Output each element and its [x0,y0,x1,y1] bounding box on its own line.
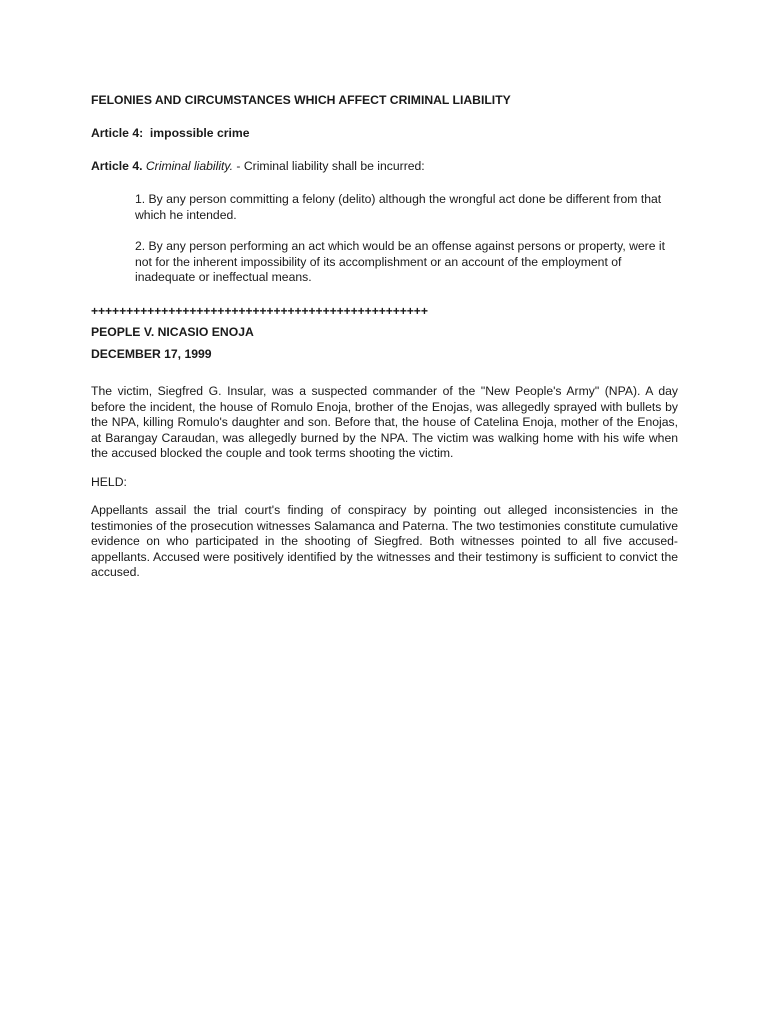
case-facts: The victim, Siegfred G. Insular, was a suspected commander of the "New People's Army" (NPA). A day before the incident, the house of Romulo Enoja, brother of the Enojas, was allegedly sprayed with bullets by the NPA, killing Romulo's daughter and son. Before that, the house of Catelina Enoja, mother of the Enojas, at Barangay Caraudan, was allegedly burned by the NPA. The victim was walking home with his wife when the accused blocked the couple and took terms shooting the victim. [91,384,678,461]
article-intro-text: - Criminal liability shall be incurred: [233,159,425,173]
article-label: Article 4. [91,159,143,173]
case-title: PEOPLE V. NICASIO ENOJA [91,325,254,339]
held-label: HELD: [91,475,127,489]
separator-line: ++++++++++++++++++++++++++++++++++++++++++++++++ [91,304,428,318]
main-heading: FELONIES AND CIRCUMSTANCES WHICH AFFECT CRIMINAL LIABILITY [91,93,511,107]
article-title: Article 4: impossible crime [91,126,250,140]
article-subtitle: Criminal liability. [145,159,234,173]
article-item-2: 2. By any person performing an act which would be an offense against persons or property, were it not for the inherent impossibility of its accomplishment or an account of the employment of inadequate or ineffectual means. [135,239,666,285]
article-intro [91,159,678,175]
held-text: Appellants assail the trial court's finding of conspiracy by pointing out alleged inconsistencies in the testimonies of the prosecution witnesses Salamanca and Paterna. The two testimonies constitute cumulative evidence on who participated in the shooting of Siegfred. Both witnesses pointed to all five accused-appellants. Accused were positively identified by the witnesses and their testimony is sufficient to convict the accused. [91,503,678,580]
case-date: DECEMBER 17, 1999 [91,347,212,361]
article-item-1: 1. By any person committing a felony (delito) although the wrongful act done be different from that which he intended. [135,192,662,222]
